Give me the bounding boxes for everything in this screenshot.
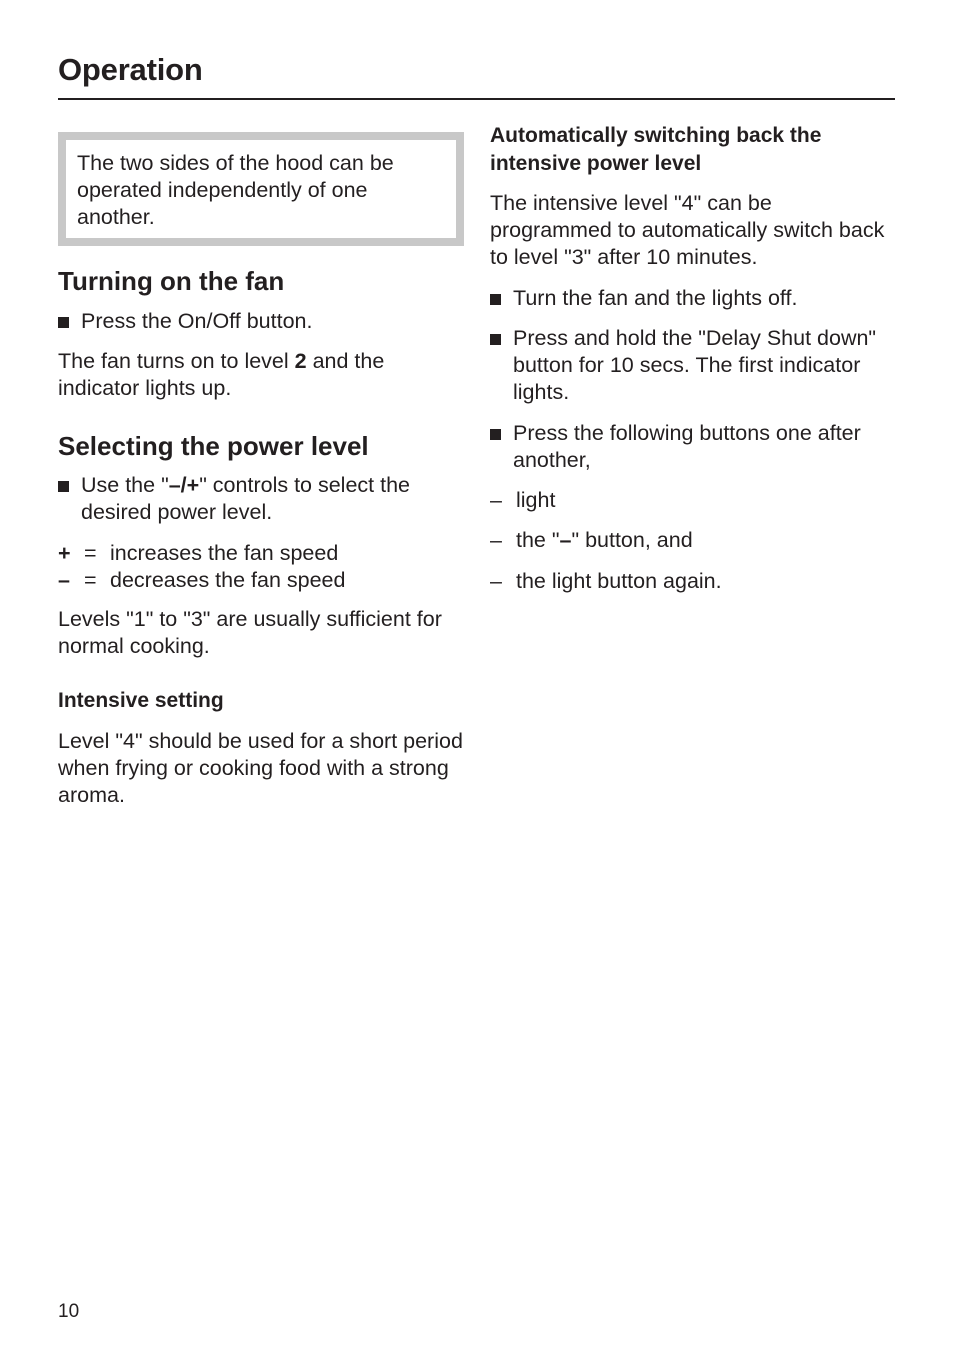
minus-text: decreases the fan speed [110, 568, 346, 592]
page-number: 10 [58, 1301, 80, 1322]
plus-symbol: + [58, 541, 71, 565]
auto-step-3-text: Press the following buttons one after another, [513, 421, 861, 472]
minus-eq: = [84, 568, 97, 592]
note-text: The two sides of the hood can be operated independently of one another. [77, 151, 394, 229]
page-title: Operation [58, 52, 203, 87]
turning-on-step-text: Press the On/Off button. [81, 309, 313, 333]
auto-switch-intro: The intensive level "4" can be programmed to automatically switch back to level "3" after 10 minutes. [490, 191, 885, 269]
plus-text: increases the fan speed [110, 541, 339, 565]
sub2-bold: – [559, 528, 572, 552]
bullet-square-icon [490, 294, 501, 305]
result-post: and the indicator lights up. [58, 349, 385, 400]
sub2-pre: the " [516, 528, 560, 552]
bullet-square-icon [490, 334, 501, 345]
turning-on-result [58, 348, 466, 402]
sub-step-light-again-text: the light button again. [516, 569, 722, 593]
turning-on-heading: Turning on the fan [58, 266, 285, 296]
note-box [58, 132, 464, 246]
power-level-heading: Selecting the power level [58, 431, 369, 461]
levels-note: Levels "1" to "3" are usually sufficient for normal cooking. [58, 607, 442, 658]
bullet-square-icon [490, 429, 501, 440]
step-controls: –/+ [168, 473, 200, 497]
sub-step-minus [490, 527, 896, 554]
auto-switch-heading: Automatically switching back the intensive power level [490, 124, 822, 175]
sub-step-light-text: light [516, 488, 556, 512]
auto-step-3 [490, 420, 896, 474]
intensive-text: Level "4" should be used for a short period when frying or cooking food with a strong aroma. [58, 729, 463, 807]
minus-row [58, 567, 466, 594]
sub2-post: " button, and [571, 528, 693, 552]
dash-mark: – [490, 528, 502, 552]
minus-symbol: – [58, 568, 70, 592]
title-rule [58, 98, 895, 100]
left-column [58, 132, 466, 809]
intensive-heading: Intensive setting [58, 689, 224, 712]
step-pre: Use the " [81, 473, 169, 497]
auto-step-2 [490, 325, 896, 406]
auto-step-1 [490, 285, 896, 312]
dash-mark: – [490, 569, 502, 593]
auto-step-2-text: Press and hold the "Delay Shut down" button for 10 secs. The first indicator lights. [513, 326, 877, 404]
sub-step-light [490, 487, 896, 514]
bullet-square-icon [58, 481, 69, 492]
dash-mark: – [490, 488, 502, 512]
symbol-legend [58, 540, 466, 594]
result-pre: The fan turns on to level [58, 349, 295, 373]
power-level-step [58, 472, 466, 526]
auto-step-1-text: Turn the fan and the lights off. [513, 286, 798, 310]
plus-eq: = [84, 541, 97, 565]
step-post: " controls to select the desired power level. [81, 473, 410, 524]
plus-row [58, 540, 466, 567]
right-column [490, 122, 896, 595]
result-level: 2 [294, 349, 307, 373]
sub-step-light-again [490, 568, 896, 595]
turning-on-step [58, 308, 466, 335]
bullet-square-icon [58, 317, 69, 328]
